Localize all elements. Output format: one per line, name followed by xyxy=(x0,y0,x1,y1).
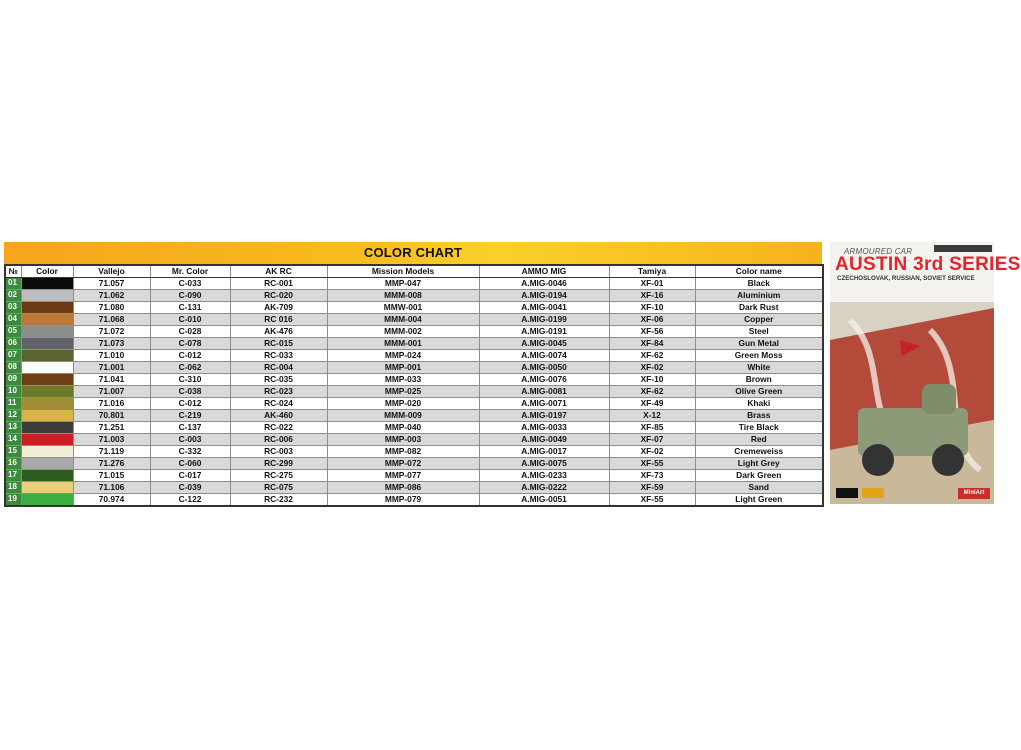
vallejo-cell: 70.801 xyxy=(73,409,150,421)
row-number: 05 xyxy=(5,325,21,337)
color-swatch-cell xyxy=(21,469,73,481)
color-name-cell: Olive Green xyxy=(695,385,823,397)
ammo-mig-cell: A.MIG-0191 xyxy=(479,325,609,337)
mr-color-cell: C-310 xyxy=(150,373,230,385)
tamiya-cell: X-12 xyxy=(609,409,695,421)
mr-color-cell: C-090 xyxy=(150,289,230,301)
ammo-mig-cell: A.MIG-0199 xyxy=(479,313,609,325)
mission-models-cell: MMP-079 xyxy=(327,493,479,506)
color-swatch-cell xyxy=(21,289,73,301)
box-subtitle-top: ARMOURED CAR xyxy=(844,247,913,256)
mission-models-cell: MMP-003 xyxy=(327,433,479,445)
mission-models-cell: MMP-047 xyxy=(327,277,479,289)
table-row xyxy=(5,409,823,421)
color-swatch-cell xyxy=(21,409,73,421)
table-row xyxy=(5,313,823,325)
tamiya-cell: XF-16 xyxy=(609,289,695,301)
table-row xyxy=(5,289,823,301)
ak-rc-cell: RC-299 xyxy=(230,457,327,469)
box-illustration xyxy=(830,300,994,504)
ak-rc-cell: RC-001 xyxy=(230,277,327,289)
ak-rc-cell: RC-033 xyxy=(230,349,327,361)
box-header xyxy=(830,242,1021,302)
row-number: 02 xyxy=(5,289,21,301)
mr-color-cell: C-219 xyxy=(150,409,230,421)
color-name-cell: Brass xyxy=(695,409,823,421)
tamiya-cell: XF-85 xyxy=(609,421,695,433)
chart-title: COLOR CHART xyxy=(4,242,822,264)
ak-rc-cell: RC-232 xyxy=(230,493,327,506)
ammo-mig-cell: A.MIG-0050 xyxy=(479,361,609,373)
ak-rc-cell: RC-075 xyxy=(230,481,327,493)
mission-models-cell: MMM-008 xyxy=(327,289,479,301)
color-swatch-cell xyxy=(21,385,73,397)
color-swatch xyxy=(22,398,73,409)
mr-color-cell: C-003 xyxy=(150,433,230,445)
color-swatch-cell xyxy=(21,325,73,337)
box-art xyxy=(830,242,1021,504)
color-swatch xyxy=(22,386,73,397)
tamiya-cell: XF-02 xyxy=(609,361,695,373)
color-swatch-cell xyxy=(21,361,73,373)
vallejo-cell: 71.073 xyxy=(73,337,150,349)
table-row xyxy=(5,337,823,349)
table-row xyxy=(5,373,823,385)
color-swatch xyxy=(22,314,73,325)
mr-color-cell: C-060 xyxy=(150,457,230,469)
color-name-cell: Aluminium xyxy=(695,289,823,301)
row-number: 17 xyxy=(5,469,21,481)
color-name-cell: Cremeweiss xyxy=(695,445,823,457)
header-mission-models: Mission Models xyxy=(327,265,479,277)
table-row xyxy=(5,457,823,469)
tamiya-cell: XF-07 xyxy=(609,433,695,445)
box-badge xyxy=(934,245,992,252)
header-no: № xyxy=(5,265,21,277)
table-row xyxy=(5,481,823,493)
ak-rc-cell: RC-024 xyxy=(230,397,327,409)
table-row xyxy=(5,469,823,481)
color-name-cell: Dark Rust xyxy=(695,301,823,313)
box-footer-badge xyxy=(836,488,858,498)
color-swatch xyxy=(22,434,73,445)
color-swatch xyxy=(22,446,73,457)
mission-models-cell: MMP-040 xyxy=(327,421,479,433)
box-title: AUSTIN 3rd SERIES xyxy=(835,254,1021,275)
mr-color-cell: C-137 xyxy=(150,421,230,433)
vallejo-cell: 71.251 xyxy=(73,421,150,433)
ammo-mig-cell: A.MIG-0081 xyxy=(479,385,609,397)
color-name-cell: Green Moss xyxy=(695,349,823,361)
color-swatch xyxy=(22,278,73,289)
vallejo-cell: 71.015 xyxy=(73,469,150,481)
ak-rc-cell: AK-460 xyxy=(230,409,327,421)
mission-models-cell: MMW-001 xyxy=(327,301,479,313)
color-name-cell: Sand xyxy=(695,481,823,493)
ak-rc-cell: RC-275 xyxy=(230,469,327,481)
color-name-cell: Copper xyxy=(695,313,823,325)
header-ammo-mig: AMMO MIG xyxy=(479,265,609,277)
color-swatch-cell xyxy=(21,337,73,349)
vallejo-cell: 71.007 xyxy=(73,385,150,397)
mr-color-cell: C-039 xyxy=(150,481,230,493)
mr-color-cell: C-017 xyxy=(150,469,230,481)
row-number: 04 xyxy=(5,313,21,325)
tamiya-cell: XF-62 xyxy=(609,385,695,397)
mission-models-cell: MMM-004 xyxy=(327,313,479,325)
color-swatch-cell xyxy=(21,313,73,325)
vallejo-cell: 70.974 xyxy=(73,493,150,506)
row-number: 14 xyxy=(5,433,21,445)
ak-rc-cell: RC-006 xyxy=(230,433,327,445)
color-name-cell: Steel xyxy=(695,325,823,337)
header-ak-rc: AK RC xyxy=(230,265,327,277)
color-swatch xyxy=(22,410,73,421)
mission-models-cell: MMM-009 xyxy=(327,409,479,421)
ammo-mig-cell: A.MIG-0041 xyxy=(479,301,609,313)
color-swatch xyxy=(22,374,73,385)
header-color: Color xyxy=(21,265,73,277)
ammo-mig-cell: A.MIG-0075 xyxy=(479,457,609,469)
ak-rc-cell: RC-004 xyxy=(230,361,327,373)
ammo-mig-cell: A.MIG-0197 xyxy=(479,409,609,421)
mr-color-cell: C-033 xyxy=(150,277,230,289)
row-number: 09 xyxy=(5,373,21,385)
color-name-cell: Dark Green xyxy=(695,469,823,481)
table-row xyxy=(5,385,823,397)
mr-color-cell: C-010 xyxy=(150,313,230,325)
ak-rc-cell: AK-709 xyxy=(230,301,327,313)
vallejo-cell: 71.068 xyxy=(73,313,150,325)
table-row xyxy=(5,493,823,506)
mr-color-cell: C-131 xyxy=(150,301,230,313)
tamiya-cell: XF-55 xyxy=(609,493,695,506)
color-swatch xyxy=(22,338,73,349)
ammo-mig-cell: A.MIG-0051 xyxy=(479,493,609,506)
tamiya-cell: XF-59 xyxy=(609,481,695,493)
mr-color-cell: C-012 xyxy=(150,397,230,409)
tamiya-cell: XF-49 xyxy=(609,397,695,409)
mr-color-cell: C-078 xyxy=(150,337,230,349)
table-row xyxy=(5,277,823,289)
row-number: 13 xyxy=(5,421,21,433)
color-table xyxy=(4,264,824,507)
mission-models-cell: MMM-002 xyxy=(327,325,479,337)
row-number: 18 xyxy=(5,481,21,493)
color-swatch xyxy=(22,302,73,313)
tamiya-cell: XF-10 xyxy=(609,301,695,313)
row-number: 06 xyxy=(5,337,21,349)
ammo-mig-cell: A.MIG-0076 xyxy=(479,373,609,385)
row-number: 01 xyxy=(5,277,21,289)
vallejo-cell: 71.119 xyxy=(73,445,150,457)
ak-rc-cell: AK-476 xyxy=(230,325,327,337)
header-color-name: Color name xyxy=(695,265,823,277)
ammo-mig-cell: A.MIG-0017 xyxy=(479,445,609,457)
color-name-cell: Gun Metal xyxy=(695,337,823,349)
mr-color-cell: C-012 xyxy=(150,349,230,361)
vallejo-cell: 71.010 xyxy=(73,349,150,361)
ak-rc-cell: RC-023 xyxy=(230,385,327,397)
color-name-cell: Khaki xyxy=(695,397,823,409)
ak-rc-cell: RC-035 xyxy=(230,373,327,385)
ammo-mig-cell: A.MIG-0074 xyxy=(479,349,609,361)
mission-models-cell: MMP-020 xyxy=(327,397,479,409)
color-swatch xyxy=(22,458,73,469)
table-header xyxy=(5,265,823,277)
table-row xyxy=(5,433,823,445)
ak-rc-cell: RC-020 xyxy=(230,289,327,301)
vallejo-cell: 71.016 xyxy=(73,397,150,409)
mr-color-cell: C-028 xyxy=(150,325,230,337)
vallejo-cell: 71.072 xyxy=(73,325,150,337)
header-mr-color: Mr. Color xyxy=(150,265,230,277)
table-row xyxy=(5,361,823,373)
header-tamiya: Tamiya xyxy=(609,265,695,277)
color-swatch-cell xyxy=(21,373,73,385)
mission-models-cell: MMP-025 xyxy=(327,385,479,397)
ammo-mig-cell: A.MIG-0046 xyxy=(479,277,609,289)
table-row xyxy=(5,445,823,457)
color-swatch xyxy=(22,362,73,373)
vallejo-cell: 71.106 xyxy=(73,481,150,493)
vehicle-turret xyxy=(922,384,956,414)
color-swatch-cell xyxy=(21,301,73,313)
mission-models-cell: MMP-033 xyxy=(327,373,479,385)
brand-logo: MiniArt xyxy=(958,488,990,499)
color-name-cell: Brown xyxy=(695,373,823,385)
ammo-mig-cell: A.MIG-0049 xyxy=(479,433,609,445)
table-row xyxy=(5,349,823,361)
row-number: 15 xyxy=(5,445,21,457)
tamiya-cell: XF-10 xyxy=(609,373,695,385)
table-row xyxy=(5,325,823,337)
mission-models-cell: MMP-086 xyxy=(327,481,479,493)
color-swatch-cell xyxy=(21,421,73,433)
ammo-mig-cell: A.MIG-0033 xyxy=(479,421,609,433)
color-swatch xyxy=(22,470,73,481)
color-name-cell: Red xyxy=(695,433,823,445)
vallejo-cell: 71.041 xyxy=(73,373,150,385)
color-swatch-cell xyxy=(21,493,73,506)
mission-models-cell: MMP-024 xyxy=(327,349,479,361)
row-number: 03 xyxy=(5,301,21,313)
row-number: 16 xyxy=(5,457,21,469)
tamiya-cell: XF-01 xyxy=(609,277,695,289)
vallejo-cell: 71.062 xyxy=(73,289,150,301)
mr-color-cell: C-038 xyxy=(150,385,230,397)
tamiya-cell: XF-02 xyxy=(609,445,695,457)
color-chart xyxy=(4,242,822,507)
box-subtitle-bottom: CZECHOSLOVAK, RUSSIAN, SOVIET SERVICE xyxy=(837,275,975,282)
mission-models-cell: MMP-001 xyxy=(327,361,479,373)
color-swatch xyxy=(22,422,73,433)
tamiya-cell: XF-73 xyxy=(609,469,695,481)
color-swatch xyxy=(22,494,73,505)
ak-rc-cell: RC-003 xyxy=(230,445,327,457)
color-swatch-cell xyxy=(21,277,73,289)
row-number: 10 xyxy=(5,385,21,397)
ammo-mig-cell: A.MIG-0071 xyxy=(479,397,609,409)
mr-color-cell: C-062 xyxy=(150,361,230,373)
color-swatch-cell xyxy=(21,397,73,409)
ammo-mig-cell: A.MIG-0222 xyxy=(479,481,609,493)
vehicle-wheel-front xyxy=(862,444,894,476)
vallejo-cell: 71.276 xyxy=(73,457,150,469)
table-row xyxy=(5,397,823,409)
ak-rc-cell: RC-022 xyxy=(230,421,327,433)
tamiya-cell: XF-84 xyxy=(609,337,695,349)
header-vallejo: Vallejo xyxy=(73,265,150,277)
color-swatch-cell xyxy=(21,481,73,493)
mr-color-cell: C-332 xyxy=(150,445,230,457)
box-footer-badge-2 xyxy=(862,488,884,498)
color-swatch-cell xyxy=(21,349,73,361)
table-body xyxy=(5,277,823,506)
mission-models-cell: MMP-077 xyxy=(327,469,479,481)
color-swatch-cell xyxy=(21,433,73,445)
row-number: 12 xyxy=(5,409,21,421)
tamiya-cell: XF-62 xyxy=(609,349,695,361)
color-swatch-cell xyxy=(21,457,73,469)
color-swatch-cell xyxy=(21,445,73,457)
color-name-cell: Black xyxy=(695,277,823,289)
color-swatch xyxy=(22,290,73,301)
table-row xyxy=(5,421,823,433)
row-number: 07 xyxy=(5,349,21,361)
mr-color-cell: C-122 xyxy=(150,493,230,506)
ak-rc-cell: RC 016 xyxy=(230,313,327,325)
color-swatch xyxy=(22,482,73,493)
vehicle-wheel-rear xyxy=(932,444,964,476)
vallejo-cell: 71.003 xyxy=(73,433,150,445)
color-name-cell: Tire Black xyxy=(695,421,823,433)
mission-models-cell: MMM-001 xyxy=(327,337,479,349)
color-name-cell: Light Grey xyxy=(695,457,823,469)
tamiya-cell: XF-55 xyxy=(609,457,695,469)
vallejo-cell: 71.057 xyxy=(73,277,150,289)
ammo-mig-cell: A.MIG-0233 xyxy=(479,469,609,481)
color-swatch xyxy=(22,350,73,361)
vallejo-cell: 71.080 xyxy=(73,301,150,313)
mission-models-cell: MMP-082 xyxy=(327,445,479,457)
color-name-cell: Light Green xyxy=(695,493,823,506)
ak-rc-cell: RC-015 xyxy=(230,337,327,349)
ammo-mig-cell: A.MIG-0045 xyxy=(479,337,609,349)
table-row xyxy=(5,301,823,313)
row-number: 08 xyxy=(5,361,21,373)
mission-models-cell: MMP-072 xyxy=(327,457,479,469)
color-swatch xyxy=(22,326,73,337)
row-number: 11 xyxy=(5,397,21,409)
row-number: 19 xyxy=(5,493,21,506)
ammo-mig-cell: A.MIG-0194 xyxy=(479,289,609,301)
color-name-cell: White xyxy=(695,361,823,373)
tamiya-cell: XF-06 xyxy=(609,313,695,325)
tamiya-cell: XF-56 xyxy=(609,325,695,337)
vallejo-cell: 71.001 xyxy=(73,361,150,373)
